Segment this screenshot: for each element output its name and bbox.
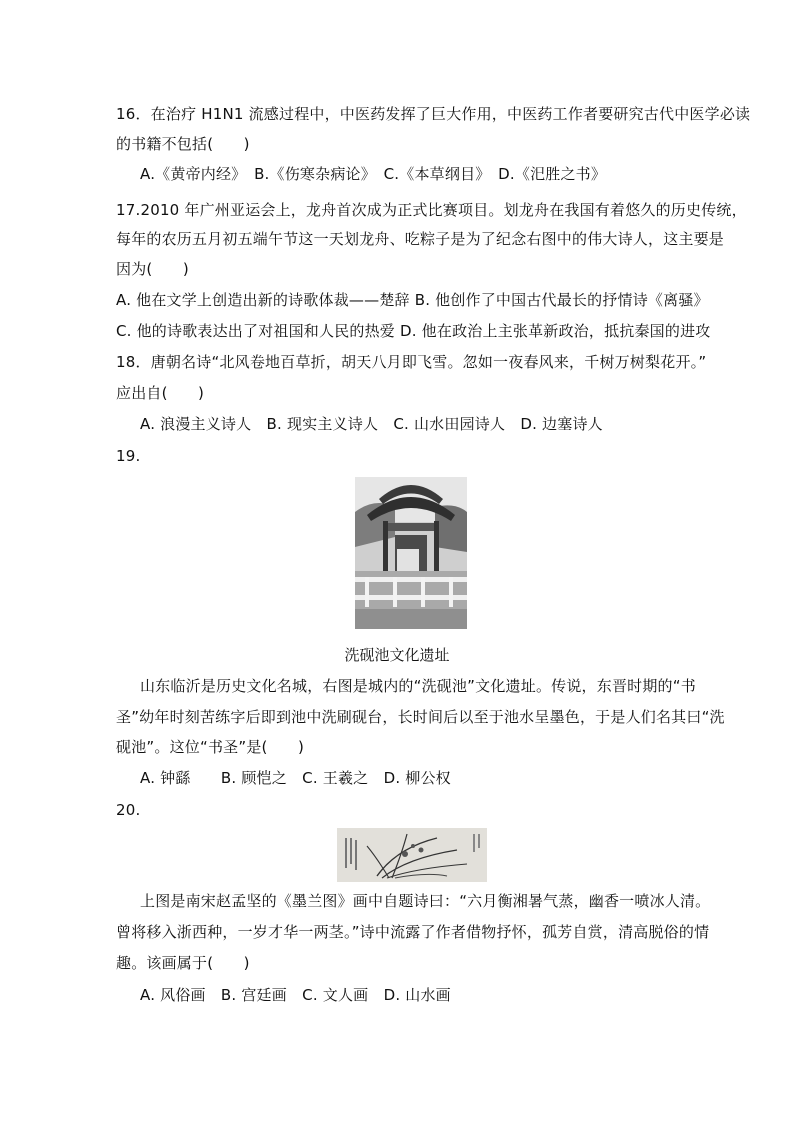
q17-options-ab: A. 他在文学上创造出新的诗歌体裁——楚辞 B. 他创作了中国古代最长的抒情诗《离骚》 [116,291,709,309]
q20-paragraph-line-1: 上图是南宋赵孟坚的《墨兰图》画中自题诗曰：“六月衡湘暑气蒸，幽香一喷冰人清。 [140,892,711,910]
q17-stem-line-1: 17.2010 年广州亚运会上，龙舟首次成为正式比赛项目。划龙舟在我国有着悠久的历史传统， [116,201,747,219]
pavilion-photo [355,477,467,629]
pavilion-illustration [355,477,467,629]
q20-paragraph-line-3: 趣。该画属于( ) [116,954,250,972]
orchid-painting [337,828,487,882]
q20-number: 20. [116,801,141,819]
q16-stem-line-1: 16．在治疗 H1N1 流感过程中，中医药发挥了巨大作用，中医药工作者要研究古代中医学必读 [116,105,751,123]
q17-stem-line-3: 因为( ) [116,260,189,278]
q16-stem-line-2: 的书籍不包括( ) [116,135,250,153]
q19-options: A. 钟繇 B. 顾恺之 C. 王羲之 D. 柳公权 [140,769,451,787]
q17-options-cd: C. 他的诗歌表达出了对祖国和人民的热爱 D. 他在政治上主张革新政治，抵抗秦国的进攻 [116,322,711,340]
q18-stem-line-1: 18．唐朝名诗“北风卷地百草折，胡天八月即飞雪。忽如一夜春风来，千树万树梨花开。” [116,353,707,371]
q18-options: A. 浪漫主义诗人 B. 现实主义诗人 C. 山水田园诗人 D. 边塞诗人 [140,415,603,433]
q19-paragraph-line-2: 圣”幼年时刻苦练字后即到池中洗刷砚台，长时间后以至于池水呈墨色，于是人们名其曰“洗 [116,708,725,726]
orchid-illustration [337,828,487,882]
q19-photo-caption: 洗砚池文化遗址 [344,646,450,664]
q19-number: 19. [116,447,141,465]
q18-stem-line-2: 应出自( ) [116,384,205,402]
q19-paragraph-line-1: 山东临沂是历史文化名城，右图是城内的“洗砚池”文化遗址。传说，东晋时期的“书 [140,677,696,695]
q20-paragraph-line-2: 曾将移入浙西种，一岁才华一两茎。”诗中流露了作者借物抒怀，孤芳自赏，清高脱俗的情 [116,923,710,941]
q17-stem-line-2: 每年的农历五月初五端午节这一天划龙舟、吃粽子是为了纪念右图中的伟大诗人，这主要是 [116,230,725,248]
q20-options: A. 风俗画 B. 宫廷画 C. 文人画 D. 山水画 [140,986,451,1004]
q16-options: A.《黄帝内经》 B.《伤寒杂病论》 C.《本草纲目》 D.《汜胜之书》 [140,165,607,183]
q19-paragraph-line-3: 砚池”。这位“书圣”是( ) [116,738,305,756]
